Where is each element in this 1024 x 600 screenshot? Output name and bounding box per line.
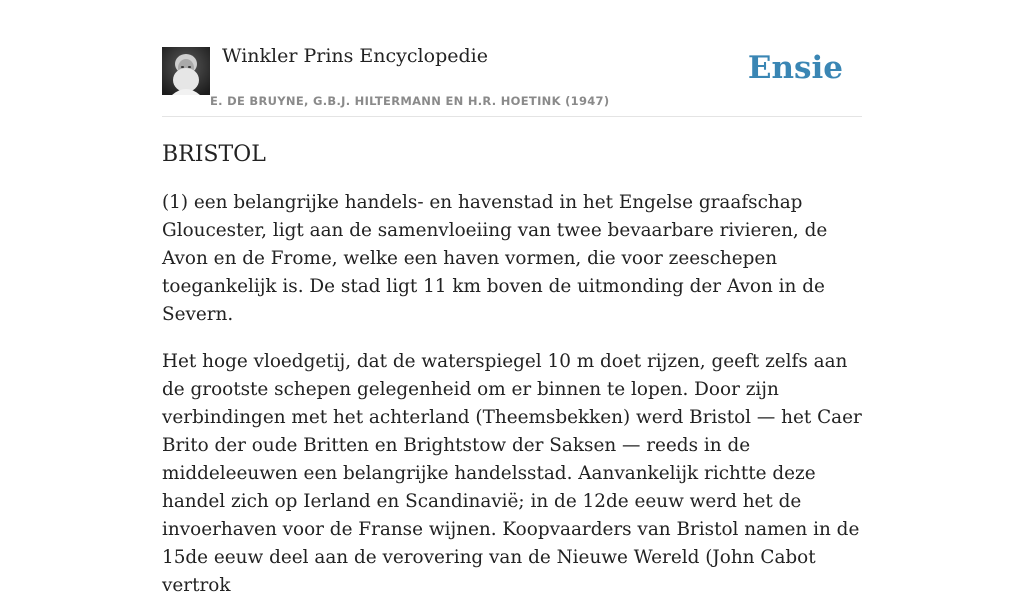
article-paragraph: Het hoge vloedgetij, dat de waterspiegel 10 m doet rijzen, geeft zelfs aan de grootste schepen gelegenheid om er binnen te lopen. Door zijn verbindingen met het achterland (Theemsbekken) werd Bristol — het Caer Brito der oude Britten en Brightstow der Saksen — reeds in de middeleeuwen een belangrijke handelsstad. Aanvankelijk richtte deze handel zich op Ierland en Scandinavië; in de 12de eeuw werd het de invoerhaven voor de Franse wijnen. Koopvaarders van Bristol namen in de 15de eeuw deel aan de verovering van de Nieuwe Wereld (John Cabot vertrok [162, 351, 862, 596]
author-portrait[interactable] [162, 47, 210, 95]
ensie-logo-link[interactable]: Ensie [747, 50, 843, 86]
source-header [162, 0, 862, 117]
portrait-icon [162, 47, 210, 95]
article-paragraph: (1) een belangrijke handels- en havenstad in het Engelse graafschap Gloucester, ligt aan de samenvloeiing van twee bevaarbare rivieren, de Avon en de Frome, welke een haven vormen, die voor zeeschepen toegankelijk is. De stad ligt 11 km boven de uitmonding der Avon in de Severn. [162, 192, 828, 325]
article [162, 139, 862, 600]
source-title[interactable]: Winkler Prins Encyclopedie [222, 45, 488, 67]
article-title: BRISTOL [162, 142, 266, 167]
source-authors: E. DE BRUYNE, G.B.J. HILTERMANN EN H.R. HOETINK (1947) [210, 94, 610, 108]
